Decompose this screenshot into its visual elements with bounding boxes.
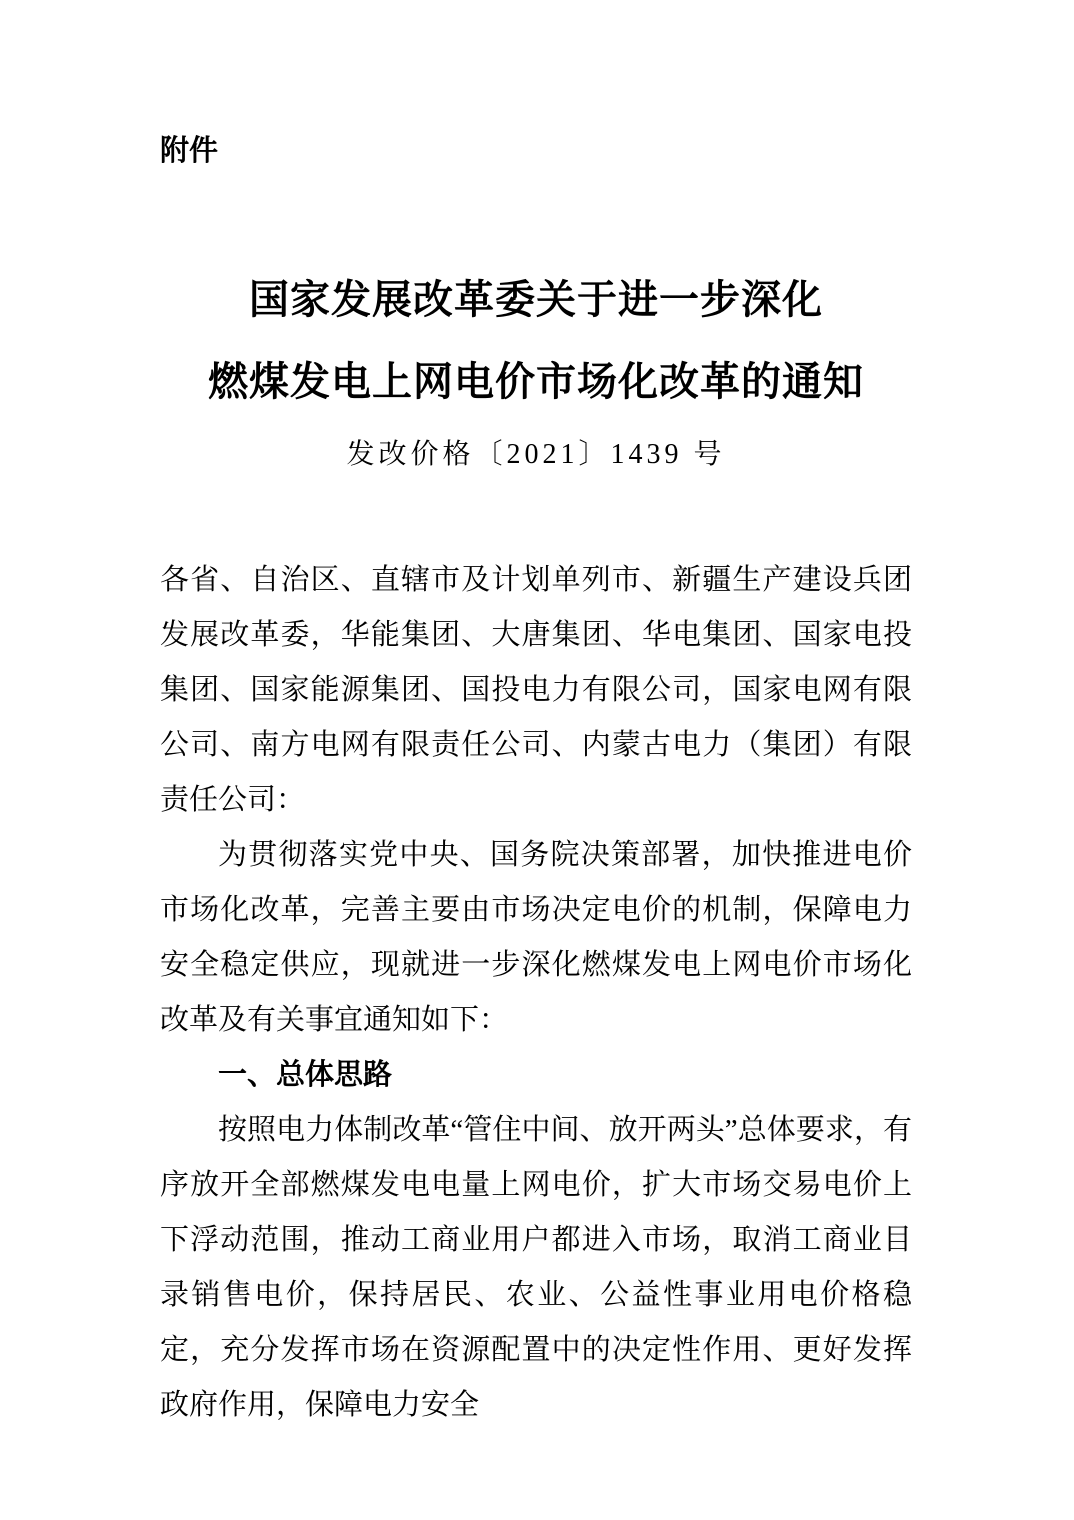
document-body <box>160 553 912 1433</box>
attachment-label: 附件 <box>160 135 219 167</box>
title-line-1: 国家发展改革委关于进一步深化 <box>249 277 823 322</box>
document-title <box>160 259 912 423</box>
title-line-2: 燃煤发电上网电价市场化改革的通知 <box>208 359 864 404</box>
paragraph: 各省、自治区、直辖市及计划单列市、新疆生产建设兵团发展改革委，华能集团、大唐集团、华电集团、国家电投集团、国家能源集团、国投电力有限公司，国家电网有限公司、南方电网有限责任公司、内蒙古电力（集团）有限责任公司： <box>160 564 912 816</box>
section-heading: 一、总体思路 <box>218 1059 393 1091</box>
doc-number: 发改价格〔2021〕1439 号 <box>346 439 726 470</box>
paragraph: 为贯彻落实党中央、国务院决策部署，加快推进电价市场化改革，完善主要由市场决定电价的机制，保障电力安全稳定供应，现就进一步深化燃煤发电上网电价市场化改革及有关事宜通知如下： <box>160 839 912 1036</box>
paragraph: 按照电力体制改革“管住中间、放开两头”总体要求，有序放开全部燃煤发电电量上网电价，扩大市场交易电价上下浮动范围，推动工商业用户都进入市场，取消工商业目录销售电价，保持居民、农业、公益性事业用电价格稳定，充分发挥市场在资源配置中的决定性作用、更好发挥政府作用，保障电力安全 <box>160 1114 912 1421</box>
